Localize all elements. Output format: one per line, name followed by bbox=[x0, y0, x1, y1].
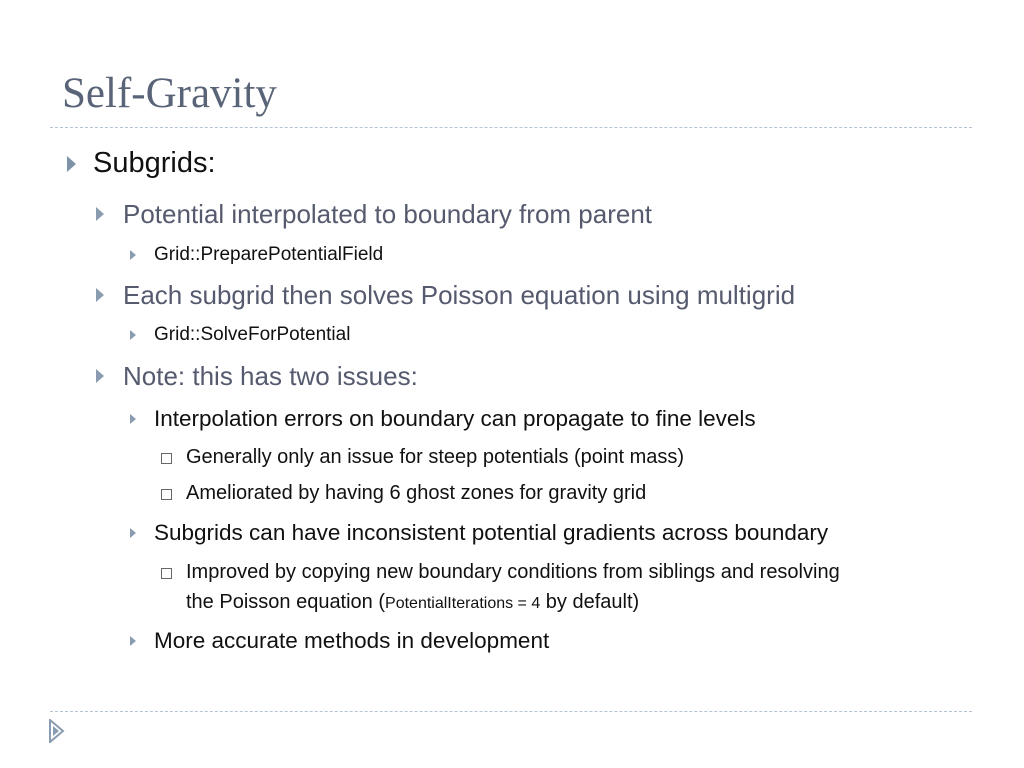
bullet-text: Grid::PreparePotentialField bbox=[154, 244, 384, 265]
triangle-right-icon bbox=[67, 156, 77, 172]
bullet-improved-continuation bbox=[186, 591, 639, 614]
bullet-text: More accurate methods in development bbox=[154, 628, 550, 653]
bullet-potential-interpolated bbox=[123, 199, 652, 230]
bullet-steep-potentials bbox=[186, 446, 684, 469]
bullet-text: Improved by copying new boundary conditions from siblings and resolving bbox=[186, 561, 840, 583]
triangle-right-icon bbox=[130, 636, 136, 646]
triangle-right-icon bbox=[96, 207, 105, 221]
square-outline-icon bbox=[161, 453, 172, 464]
bullet-text: Note: this has two issues: bbox=[123, 361, 418, 391]
bullet-ghost-zones bbox=[186, 482, 646, 505]
triangle-right-icon bbox=[130, 414, 136, 424]
bullet-text-pre: the Poisson equation ( bbox=[186, 591, 386, 613]
bullet-note bbox=[123, 361, 418, 392]
next-slide-icon[interactable] bbox=[49, 719, 65, 743]
bullet-more-accurate bbox=[154, 628, 549, 654]
bullet-inconsistent-gradients bbox=[154, 520, 828, 546]
triangle-right-icon bbox=[130, 250, 136, 260]
bullet-text: Interpolation errors on boundary can propagate to fine levels bbox=[154, 406, 756, 431]
triangle-right-icon bbox=[130, 330, 136, 340]
bullet-solve-for-potential bbox=[154, 324, 350, 346]
bullet-prepare-potential-field bbox=[154, 244, 383, 266]
square-outline-icon bbox=[161, 489, 172, 500]
triangle-right-icon bbox=[130, 528, 136, 538]
bullet-text: Generally only an issue for steep potentials (point mass) bbox=[186, 446, 685, 468]
bullet-text: Subgrids: bbox=[93, 147, 216, 179]
bullet-text: Subgrids can have inconsistent potential gradients across boundary bbox=[154, 520, 829, 545]
bullet-text-post: by default) bbox=[540, 591, 640, 613]
triangle-right-icon bbox=[96, 288, 105, 302]
bullet-text: Each subgrid then solves Poisson equation using multigrid bbox=[123, 280, 796, 310]
bullet-improved-by-copying bbox=[186, 561, 840, 584]
square-outline-icon bbox=[161, 568, 172, 579]
footer-divider bbox=[50, 711, 972, 712]
bullet-text: Potential interpolated to boundary from parent bbox=[123, 199, 653, 229]
bullet-interpolation-errors bbox=[154, 406, 756, 432]
bullet-text: Ameliorated by having 6 ghost zones for gravity grid bbox=[186, 482, 647, 504]
potential-iterations-param: PotentialIterations = 4 bbox=[385, 595, 541, 612]
bullet-subgrids bbox=[93, 147, 216, 180]
title-divider bbox=[50, 127, 972, 128]
triangle-right-icon bbox=[96, 369, 105, 383]
bullet-each-subgrid bbox=[123, 280, 795, 311]
bullet-text: Grid::SolveForPotential bbox=[154, 324, 351, 345]
slide-title: Self-Gravity bbox=[62, 70, 277, 117]
